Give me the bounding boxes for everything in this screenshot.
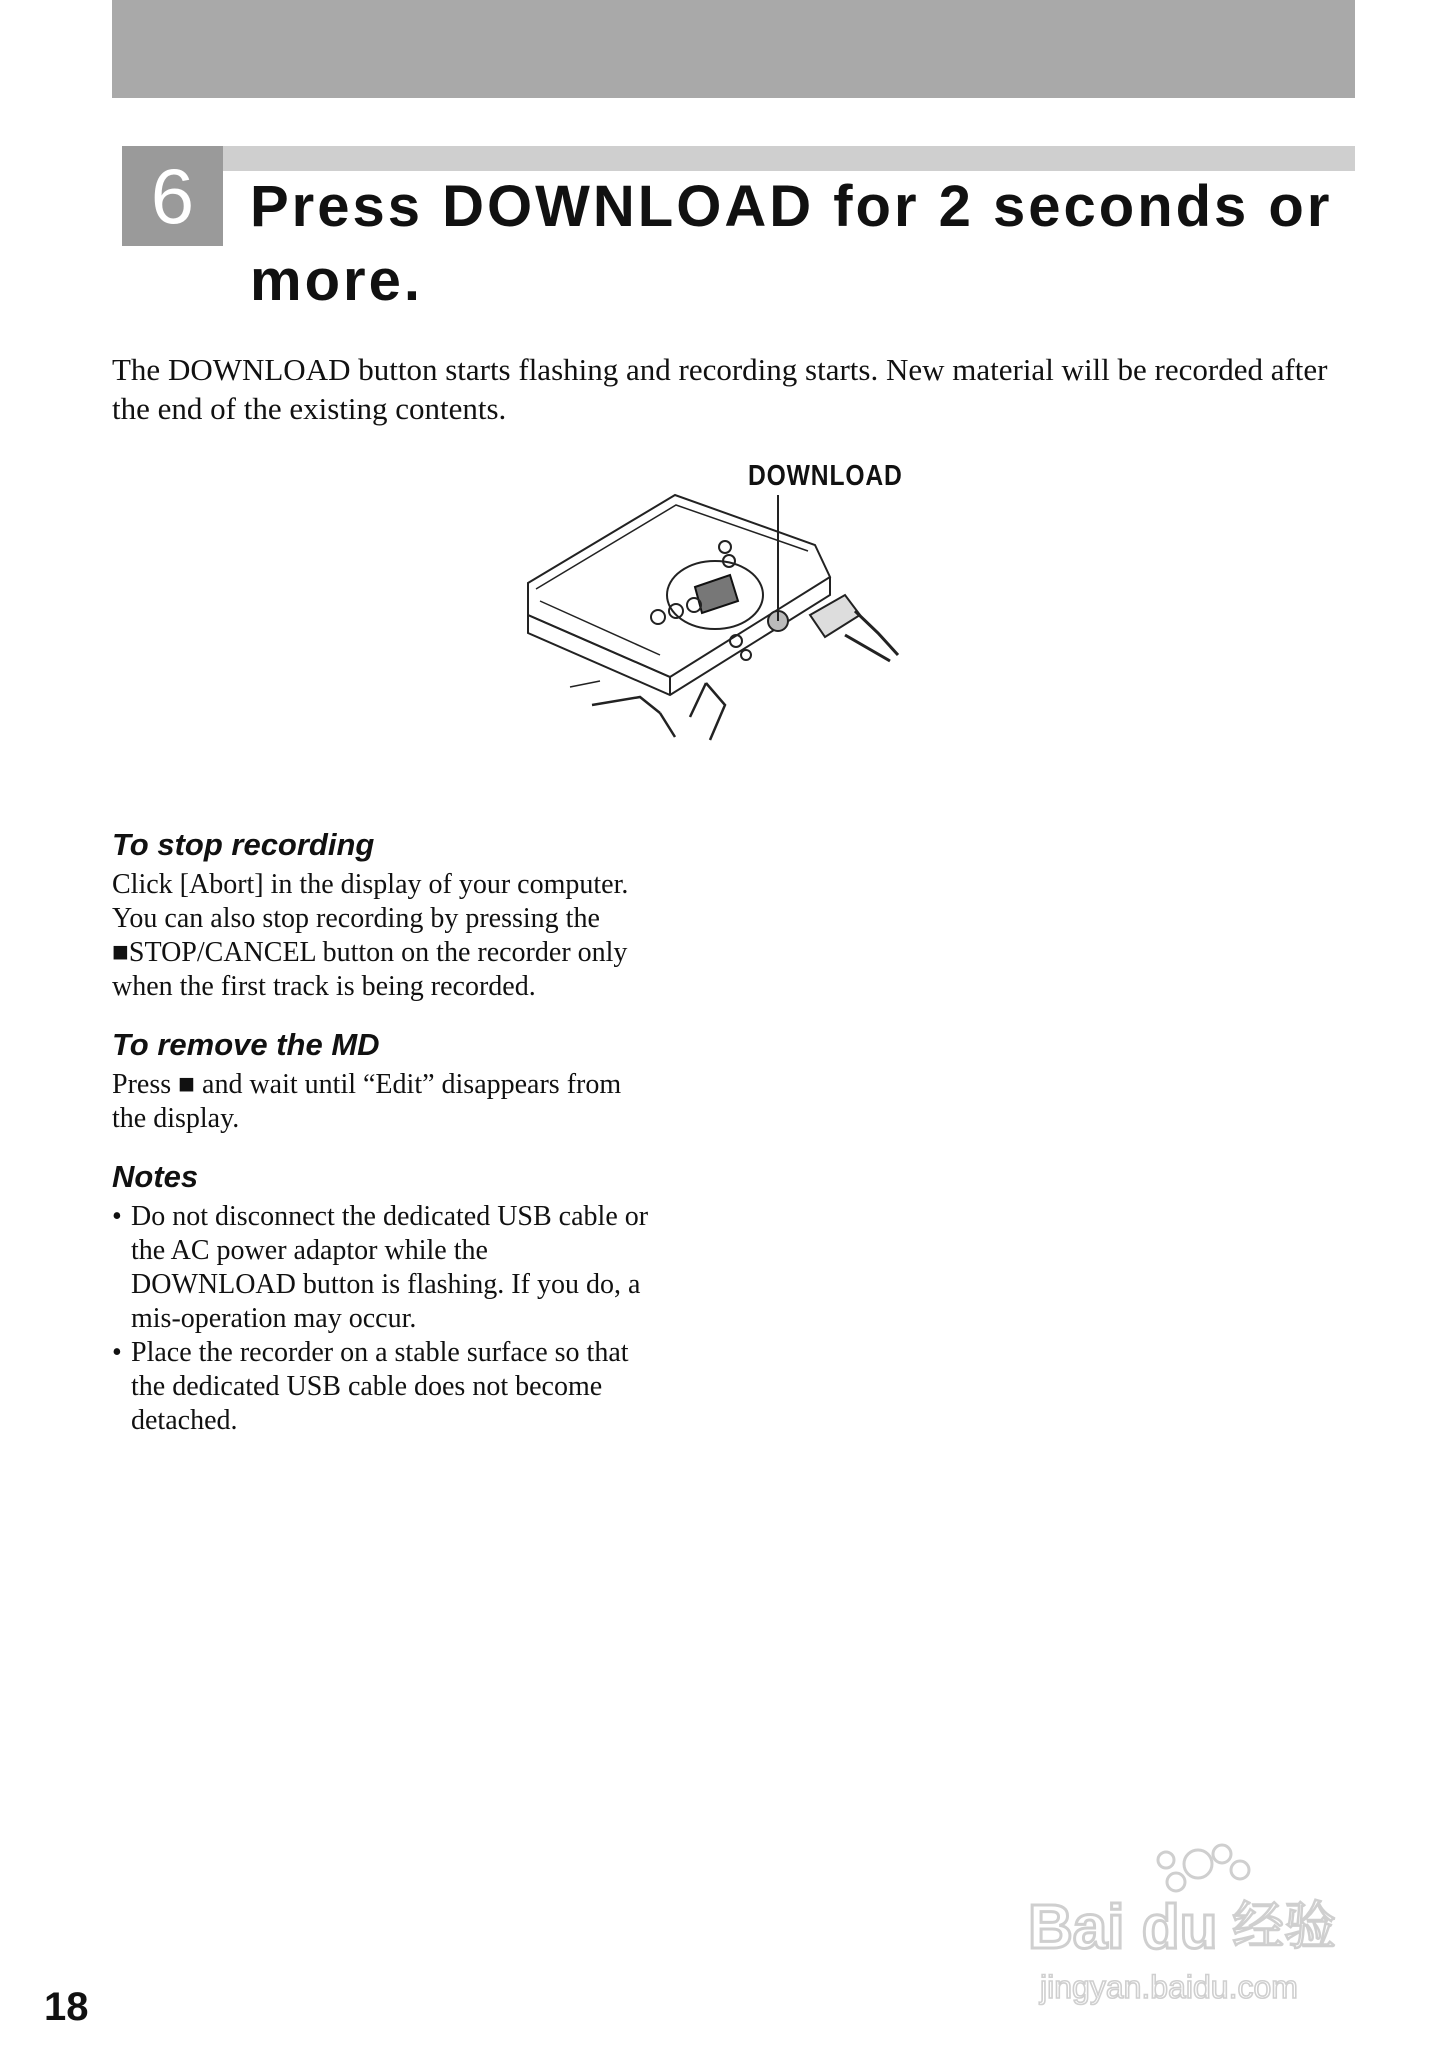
svg-text:jingyan.baidu.com: jingyan.baidu.com (1040, 1969, 1298, 2005)
stop-recording-heading: To stop recording (112, 827, 375, 862)
notes-list (112, 1200, 692, 1438)
note-item (112, 1336, 692, 1438)
note-line: mis-operation may occur. (131, 1303, 417, 1334)
note-line: Do not disconnect the dedicated USB cable or (131, 1201, 649, 1232)
note-line: detached. (131, 1405, 238, 1436)
stop-line: ■STOP/CANCEL button on the recorder only (112, 937, 628, 968)
page-number: 18 (44, 1985, 89, 2029)
baidu-watermark-logo (1020, 1840, 1370, 2015)
note-line: the AC power adaptor while the (131, 1235, 488, 1266)
note-line: Place the recorder on a stable surface so that (131, 1337, 629, 1368)
notes-heading: Notes (112, 1159, 199, 1194)
remove-line: the display. (112, 1103, 240, 1134)
notes-section (112, 1158, 692, 1438)
remove-md-text (112, 1068, 692, 1136)
stop-line: Click [Abort] in the display of your computer. (112, 869, 629, 900)
intro-paragraph: The DOWNLOAD button starts flashing and recording starts. New material will be recorded after the end of the existing contents. (112, 352, 1328, 426)
header-bar (112, 0, 1355, 98)
stop-recording-section (112, 826, 692, 1004)
note-line: DOWNLOAD button is flashing. If you do, a (131, 1269, 641, 1300)
note-line: the dedicated USB cable does not become (131, 1371, 603, 1402)
remove-line: Press ■ and wait until “Edit” disappears from (112, 1069, 622, 1100)
svg-text:Bai du: Bai du (1028, 1893, 1218, 1962)
step-number-badge: 6 (122, 146, 223, 246)
stop-recording-text (112, 868, 692, 1004)
remove-md-heading: To remove the MD (112, 1027, 380, 1062)
svg-text:经验: 经验 (1232, 1897, 1337, 1957)
note-item (112, 1200, 692, 1336)
step-rule (222, 146, 1355, 171)
stop-line: You can also stop recording by pressing the (112, 903, 600, 934)
download-callout-label: DOWNLOAD (748, 460, 903, 492)
stop-line: when the first track is being recorded. (112, 971, 536, 1002)
md-recorder-illustration (500, 455, 940, 745)
step-title: Press DOWNLOAD for 2 seconds or more. (250, 174, 1333, 313)
remove-md-section (112, 1026, 692, 1136)
